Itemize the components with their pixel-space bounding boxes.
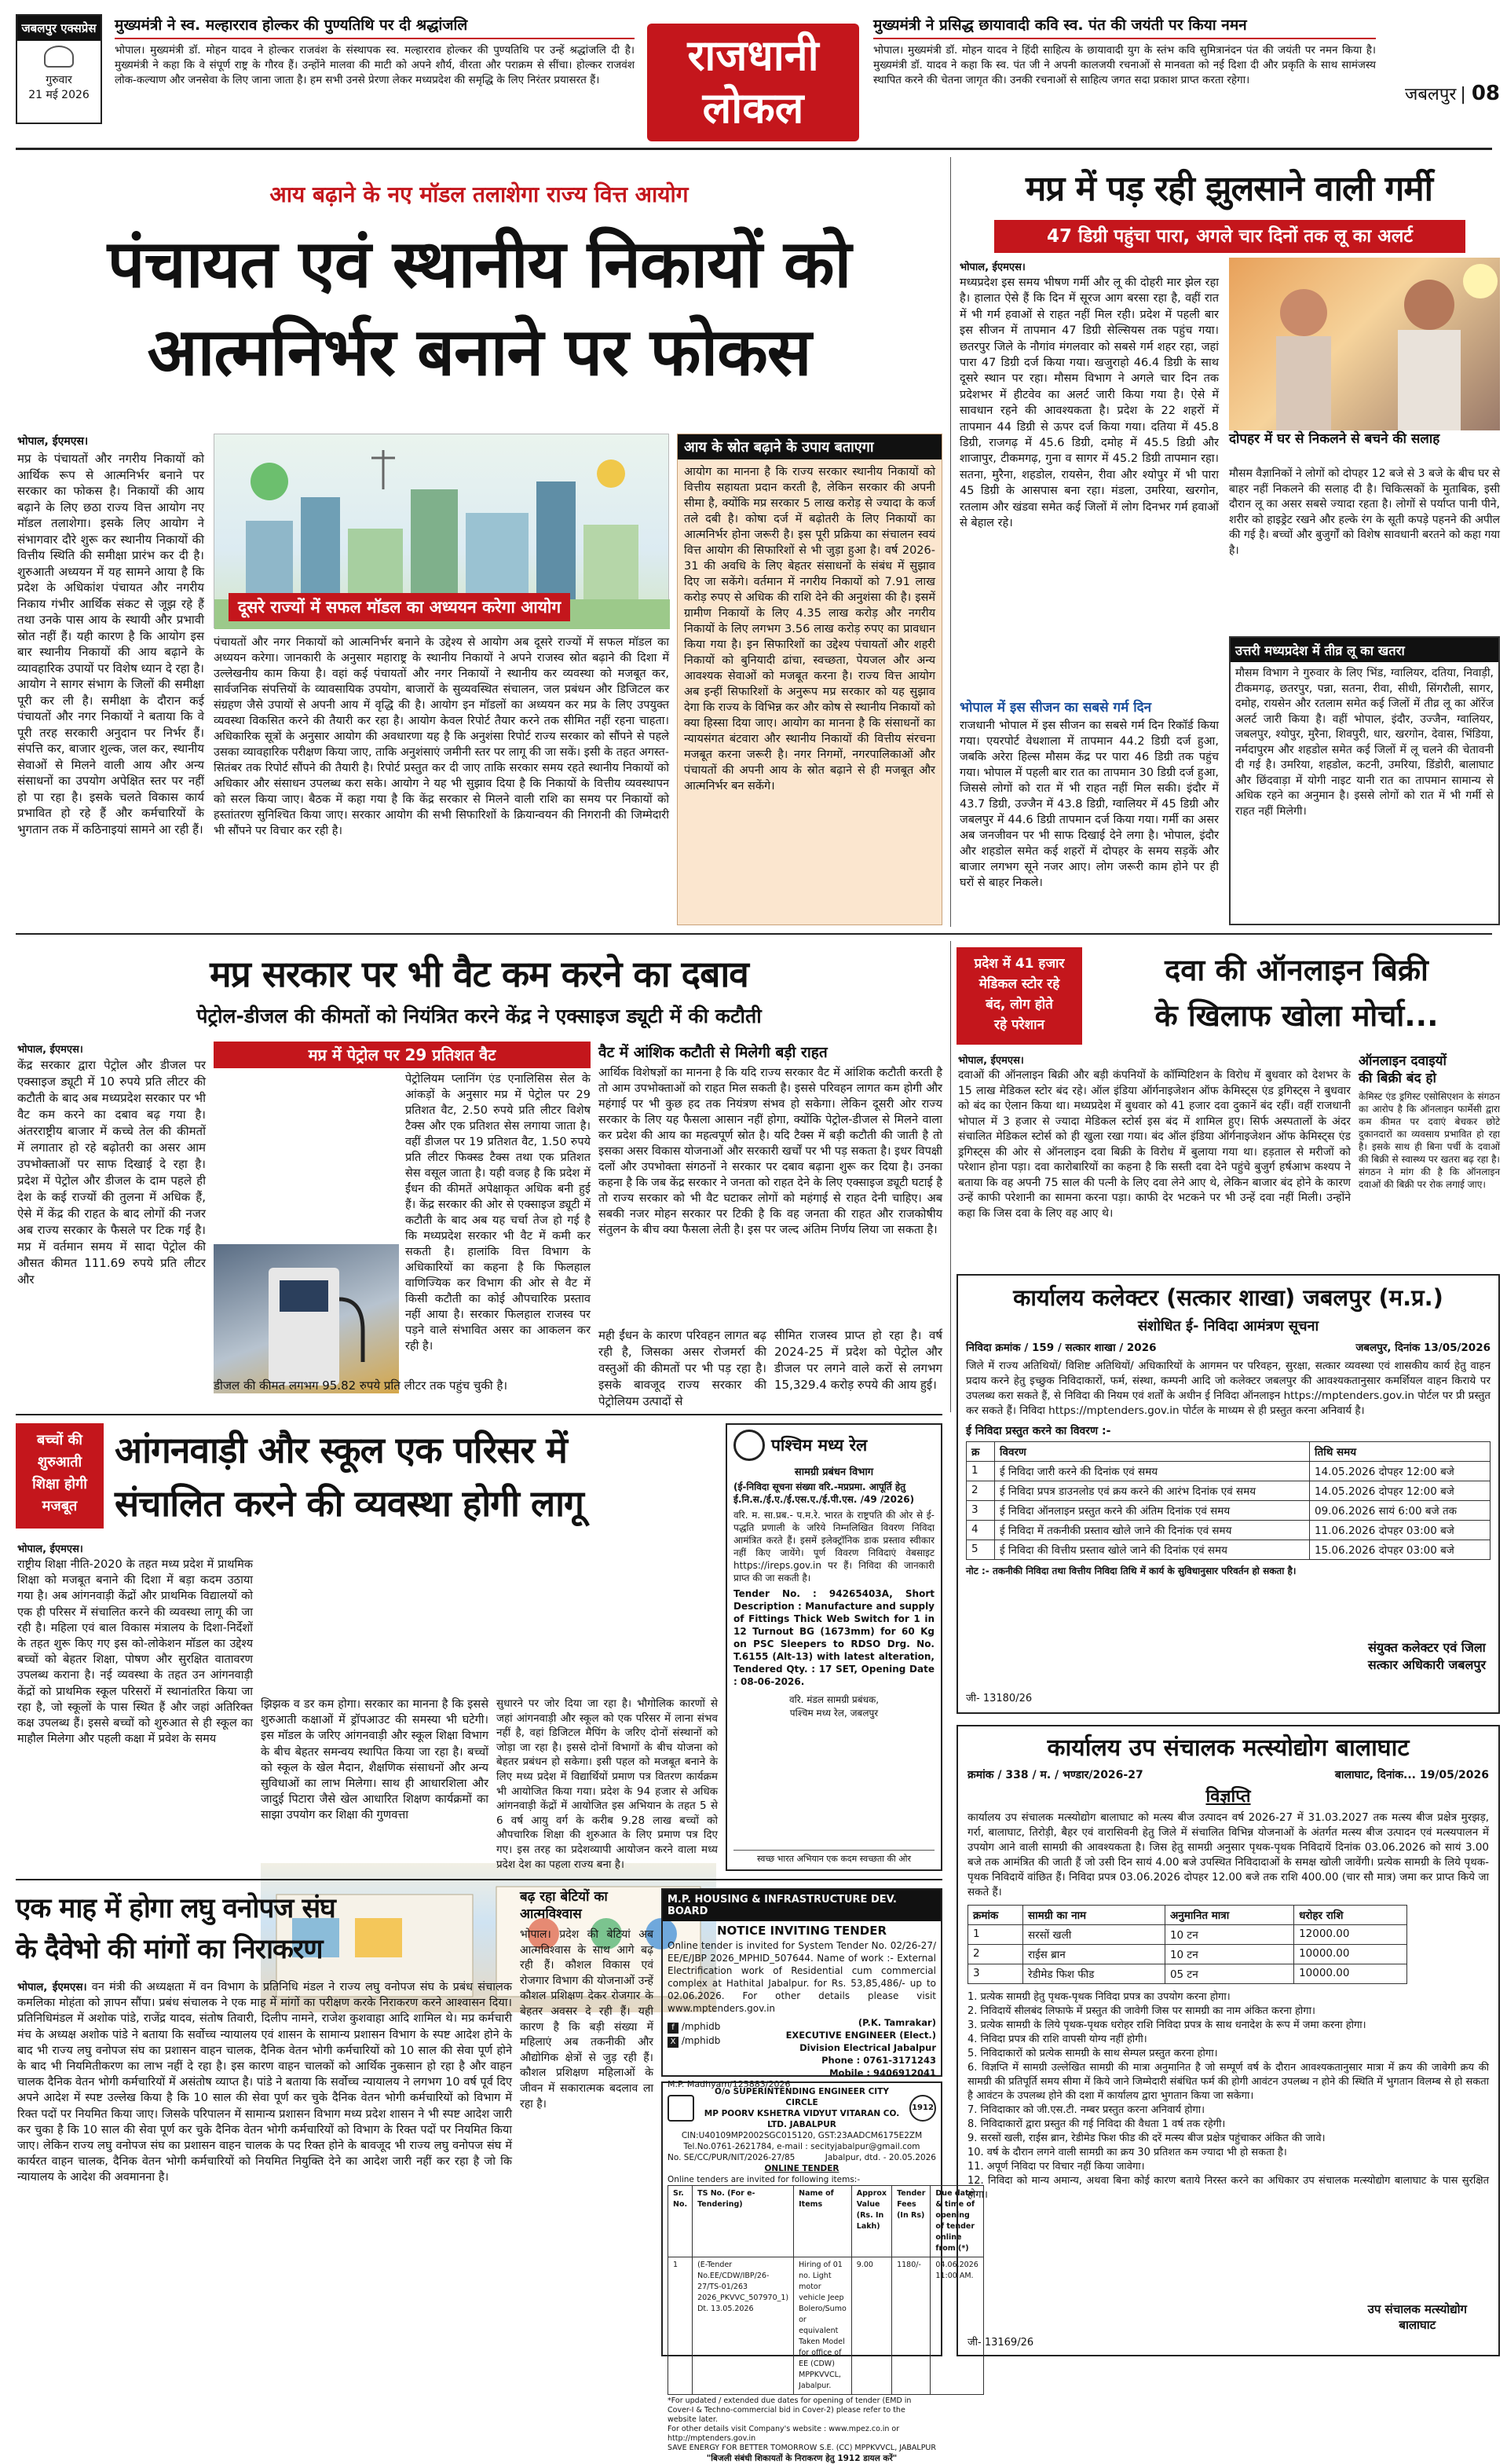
collector-title: कार्यालय कलेक्टर (सत्कार शाखा) जबलपुर (म.प्र.) xyxy=(1013,1284,1443,1311)
condition-item: 2. निविदायें सीलबंद लिफाफे में प्रस्तुत की जावेगी जिस पर सामग्री का नाम अंकित करना होगा। xyxy=(967,2005,1315,2017)
med-headline xyxy=(1093,947,1500,1045)
table-row xyxy=(968,1945,1407,1964)
collector-signatory-1: संयुक्त कलेक्टर एवं जिला xyxy=(1368,1640,1486,1655)
fisheries-table xyxy=(967,1905,1407,1984)
lead-col1: मप्र के पंचायतों और नगरीय निकायों को आर्थिक रूप से आत्मनिर्भर बनाने पर सरकार का फोकस है। निकायों की आय बढ़ाने के लिए छठा राज्य वित्त आयोग नए मॉडल तलाशेगा। इसके लिए आयोग ने संभागवार दौरे शुरू कर स्थानीय निकायों की वित्तीय स्थिति की समीक्षा प्रारंभ कर दी है। शुरुआती अध्ययन में यह सामने आया है कि प्रदेश के अधिकांश पंचायत और नगरीय निकाय गंभीर आर्थिक संकट से जूझ रहे हैं तथा उनके पास आय के स्थायी और प्रभावी स्रोत नहीं हैं। यही कारण है कि आयोग इस बार स्थानीय निकायों की आय बढ़ाने के व्यावहारिक उपायों पर विशेष ध्यान दे रहा है। आयोग ने सागर संभाग के जिलों की समीक्षा पूरी कर ली है। समीक्षा के दौरान कई पंचायतों और नगर निकायों ने बताया कि वे पूरी तरह सरकारी अनुदान पर निर्भर हैं। संपत्ति कर, बाजार शुल्क, जल कर, स्थानीय सेवाओं से मिलने वाली आय और अन्य संसाधनों का उपयोग अपेक्षित स्तर पर नहीं हो पा रहा है। इसके चलते विकास कार्य प्रभावित हो रहे हैं और कर्मचारियों के भुगतान तक में कठिनाइयां सामने आ रही हैं। xyxy=(17,452,204,837)
vat-col1: केंद्र सरकार द्वारा पेट्रोल और डीजल पर एक्साइज ड्यूटी में 10 रुपये प्रति लीटर की कटौती के बाद अब मध्यप्रदेश सरकार पर भी वैट कम करने का दबाव बढ़ गया है। अंतरराष्ट्रीय बाजार में कच्चे तेल की कीमतों में लगातार हो रहे बढ़ोतरी का असर आम उपभोक्ताओं पर साफ दिखाई दे रहा है। प्रदेश में पेट्रोल और डीजल के दाम पहले ही देश के कई राज्यों की तुलना में अधिक हैं, ऐसे में केंद्र की राहत के बाद लोगों की नजर अब राज्य सरकार के फैसले पर टिक गई है। मप्र में वर्तमान समय में सादा पेट्रोल की औसत कीमत 111.69 रुपये प्रति लीटर और xyxy=(17,1058,206,1287)
anganwadi-headline-1: आंगनवाड़ी और स्कूल एक परिसर में xyxy=(115,1429,567,1471)
mpvvcl-logo xyxy=(668,2095,694,2122)
vat-red-label: मप्र में पेट्रोल पर 29 प्रतिशत वैट xyxy=(214,1042,591,1068)
col-header: क्र xyxy=(967,1442,995,1462)
table-cell: 1180/- xyxy=(892,2257,931,2395)
lead-headline-2: आत्मनिर्भर बनाने पर फोकस xyxy=(147,313,811,390)
forest-side-text: भोपाल। प्रदेश की बेटियां अब आत्मविश्वास के साथ आगे बढ़ रही हैं। कौशल विकास एवं रोजगार विभाग की योजनाओं उन्हें कौशल प्रशिक्षण देकर रोजगार के बेहतर अवसर दे रही हैं। यही कारण है कि बड़ी संख्या में महिलाएं अब तकनीकी और औद्योगिक क्षेत्रों से जुड़ रही हैं। कौशल प्रशिक्षण महिलाओं के जीवन में सकारात्मक बदलाव ला रहा है। xyxy=(520,1928,653,2111)
table-cell: 3 xyxy=(967,1501,995,1521)
brief-title: मुख्यमंत्री ने प्रसिद्ध छायावादी कवि स्व. पंत की जयंती पर किया नमन xyxy=(873,14,1376,39)
table-cell: ई निविदा ऑनलाइन प्रस्तुत करने की अंतिम दिनांक एवं समय xyxy=(995,1501,1310,1521)
brief-malhar xyxy=(115,14,635,128)
fisheries-conditions xyxy=(967,1990,1489,2202)
vat-col3b: मही ईंधन के कारण परिवहन लागत बढ़ रही है, जिसका असर रोजमर्रा की वस्तुओं की कीमतों पर भी पड़ रहा है। इसके बावजूद राज्य सरकार की पेट्रोलियम उत्पादों से xyxy=(598,1328,766,1408)
mpvvcl-sign: S.E. (CC) MPPKVVCL, JABALPUR xyxy=(819,2444,936,2452)
forest-dateline: भोपाल, ईएमएस। xyxy=(17,1981,87,1994)
table-cell: 2 xyxy=(968,1945,1023,1964)
collector-date: जबलपुर, दिनांक 13/05/2026 xyxy=(1355,1342,1491,1354)
mpvvcl-footer-1: *For updated / extended due dates for opening of tender (EMD in Cover-I & Techno-commercial bid in Cover-2) please refer to the website later. xyxy=(668,2396,912,2424)
vat-col2: पेट्रोलियम प्लानिंग एंड एनालिसिस सेल के आंकड़ों के अनुसार मप्र में पेट्रोल पर 29 प्रतिशत वैट, 2.50 रुपये प्रति लीटर विशेष टैक्स और एक प्रतिशत सेस लगाया जाता है। वहीं डीजल पर 19 प्रतिशत वैट, 1.50 रुपये प्रति लीटर फिक्स्ड टैक्स तथा एक प्रतिशत सेस वसूल जाता है। यही वजह है कि प्रदेश में ईंधन की कीमतें अपेक्षाकृत अधिक बनी हुई हैं। केंद्र सरकार की ओर से एक्साइज ड्यूटी में कटौती के बाद अब यह चर्चा तेज हो गई है कि मध्यप्रदेश सरकार भी वैट में कमी कर सकती है। हालांकि वित्त विभाग के अधिकारियों का कहना है कि फिलहाल वाणिज्यिक कर विभाग की ओर से वैट में किसी कटौती का कोई औपचारिक प्रस्ताव नहीं आया है। सरकार फिलहाल राजस्व पर पड़ने वाले संभावित असर का आकलन कर रही है। xyxy=(405,1073,591,1353)
collector-body: जिले में राज्य अतिथियों/ विशिष्ट अतिथियों/ अधिकारियों के आगमन पर परिवहन, सुरक्षा, सत्कार व्यवस्था एवं शासकीय कार्य हेतु वाहन प्रदाय करने हेतु इच्छुक निविदाकारों, फर्म, संस्था, कम्पनी आदि जो कलेक्टर जबलपुर की आवश्यकतानुसार कमर्शियल वाहन किराये पर उपलब्ध करा सकते हैं, से निविदा की नियम एवं शर्तों के अधीन ई निविदा ऑनलाइन https://mptenders.gov.in पोर्टल पर प्री प्रस्तुत कर सकते हैं। निविदा https://mptenders.gov.in पोर्टल के माध्यम से ही प्रस्तुत करना अनिवार्य है। xyxy=(966,1360,1491,1417)
mpvvcl-no: No. SE/CC/PUR/NIT/2026-27/85 xyxy=(668,2153,796,2162)
railway-footer: स्वच्छ भारत अभियान एक कदम स्वच्छता की ओर xyxy=(733,1850,935,1865)
table-cell: 1 xyxy=(668,2257,693,2395)
table-row xyxy=(968,1925,1407,1945)
col-header: TS No. (For e-Tendering) xyxy=(693,2186,794,2257)
anganwadi-headline xyxy=(115,1423,711,1535)
collector-table-title: ई निविदा प्रस्तुत करने का विवरण :- xyxy=(966,1425,1111,1437)
table-cell: सरसों खली xyxy=(1023,1925,1165,1945)
col-header: सामग्री का नाम xyxy=(1023,1906,1165,1925)
forest-headline xyxy=(16,1888,534,1975)
med-side-text: केमिस्ट एंड ड्रगिस्ट एसोसिएशन के संगठन का आरोप है कि ऑनलाइन फार्मेसी द्वारा कम कीमत पर दवाएं बेचकर छोटे दुकानदारों का व्यवसाय प्रभावित हो रहा है। इसके साथ ही बिना पर्ची के दवाओं की बिक्री से स्वास्थ्य पर खतरा बढ़ रहा है। संगठन ने मांग की है कि ऑनलाइन दवाओं की बिक्री पर रोक लगाई जाए। xyxy=(1359,1091,1500,1190)
facebook-icon[interactable]: f xyxy=(668,2023,679,2034)
mpvvcl-intro: Online tenders are invited for following items:- xyxy=(668,2175,861,2184)
heat-photo-figures xyxy=(1229,258,1500,430)
collector-table xyxy=(966,1441,1491,1560)
mphidb-title: M.P. HOUSING & INFRASTRUCTURE DEV. BOARD xyxy=(663,1890,941,1921)
mphidb-social-1[interactable]: /mphidb xyxy=(681,2021,721,2032)
mpvvcl-notice xyxy=(661,2081,978,2463)
table-cell: ई निविदा की वित्तीय प्रस्ताव खोले जाने की दिनांक एवं समय xyxy=(995,1540,1310,1560)
folio-page: 08 xyxy=(1471,82,1500,105)
anganwadi-headline-2: संचालित करने की व्यवस्था होगी लागू xyxy=(115,1482,583,1525)
med-headline-1: दवा की ऑनलाइन बिक्री xyxy=(1165,953,1428,987)
mphidb-code: M.P. Madhyam/125883/2026 xyxy=(668,2079,791,2089)
section-rule-1 xyxy=(16,933,1492,935)
fisheries-date: बालाघाट, दिनांक... 19/05/2026 xyxy=(1334,1769,1489,1781)
col-header: क्रमांक xyxy=(968,1906,1023,1925)
mpvvcl-tender-title: ONLINE TENDER xyxy=(764,2164,839,2173)
col-header: Approx Value (Rs. In Lakh) xyxy=(851,2186,891,2257)
railway-title: पश्चिम मध्य रेल xyxy=(771,1436,868,1455)
vat-headline: मप्र सरकार पर भी वैट कम करने का दबाव xyxy=(210,953,748,995)
mphidb-mobile: Mobile : 9406912041 xyxy=(829,2067,936,2078)
fisheries-heading: विज्ञप्ति xyxy=(1205,1787,1251,1807)
railway-notice xyxy=(726,1423,942,1871)
forest-headline-2: के दैवेभो की मांगों का निराकरण xyxy=(16,1934,323,1965)
table-cell: 9.00 xyxy=(851,2257,891,2395)
table-cell: 4 xyxy=(967,1521,995,1540)
table-cell: Hiring of 01 no. Light motor vehicle Jeep Bolero/Sumo or equivalent Taken Model for office of EE (CDW) MPPKVVCL, Jabalpur. xyxy=(794,2257,852,2395)
col-header: Tender Fees (In Rs) xyxy=(892,2186,931,2257)
mpvvcl-cin: CIN:U40109MP2002SGC015120, GST:23AADCM6175E2ZM xyxy=(681,2131,923,2140)
table-row xyxy=(967,1540,1491,1560)
folio-city: जबलपुर xyxy=(1405,85,1457,104)
col-header: तिथि समय xyxy=(1310,1442,1491,1462)
heat-subhead2: भोपाल में इस सीजन का सबसे गर्म दिन xyxy=(960,700,1152,716)
condition-item: 1. प्रत्येक सामग्री हेतु पृथक-पृथक निविदा प्रपत्र का उपयोग करना होगा। xyxy=(967,1991,1231,2003)
collector-ref: निविदा क्रमांक / 159 / सत्कार शाखा / 2026 xyxy=(966,1342,1157,1354)
sidebar-title: आय के स्रोत बढ़ाने के उपाय बताएगा xyxy=(678,434,942,459)
heat-subhead: 47 डिग्री पहुंचा पारा, अगले चार दिनों तक लू का अलर्ट xyxy=(994,220,1465,253)
mpvvcl-footer-3: SAVE ENERGY FOR BETTER TOMORROW xyxy=(668,2444,818,2452)
table-row xyxy=(967,1462,1491,1481)
section-rule-3 xyxy=(16,1879,942,1880)
col-header: Due date & time of opening of tender online from (*) xyxy=(931,2186,983,2257)
med-kicker-2: मेडिकल स्टोर रहे xyxy=(978,976,1060,992)
forest-body xyxy=(17,1979,512,2356)
table-cell: (E-Tender No.EE/CDW/IBP/26-27/TS-01/263 2026_PKVVC_507970_1) Dt. 13.05.2026 xyxy=(693,2257,794,2395)
railway-body-en: Tender No. : 94265403A, Short Description : Manufacture and supply of Fittings Thick Web Switch for 1 in 12 Turnout BG (1673mm) for 60 Kg on PSC Sleepers to RDSO Drg. No. T.6155 (Alt-13) with latest alteration, Tendered Qty. : 17 SET, Opening Date : 08-06-2026. xyxy=(733,1588,935,1687)
condition-item: 7. निविदाकार को जी.एस.टी. नम्बर प्रस्तुत करना अनिवार्य होगा। xyxy=(967,2104,1205,2116)
table-cell: 10000.00 xyxy=(1294,1945,1407,1964)
section-badge xyxy=(647,24,859,141)
forest-body-text: वन मंत्री की अध्यक्षता में वन विभाग के प्रतिनिधि मंडल ने राज्य लघु वनोपज संघ के प्रबंध संचालक कमलिका मोहंता को ज्ञापन सौंपा। प्रबंध संचालक ने एक माह में मांगों का परीक्षण करके निराकरण करने आश्वासन दिया। प्रतिनिधिमंडल में अशोक पांडे, राजेंद्र यादव, संतोष तिवारी, दिलीप नामने, राजेश कुशवाहा आदि शामिल थे। मप्र कर्मचारी मंच के अध्यक्ष अशोक पांडे ने बताया कि सर्वोच्च न्यायालय एवं शासन के सामान्य प्रशासन विभाग के स्पष्ट आदेश होने के बाद भी राज्य लघु वनोपज संघ का प्रशासन वाहन चालक, दैनिक वेतन भोगी कर्मचारियों को 10 साल की सेवा पूर्ण होने के बाद भी नियमितीकरण का लाभ नहीं दे रहा है। इस कारण वाहन चालकों को आर्थिक नुकसान हो रहा है और वाहन चालक दैनिक वेतन भोगी कर्मचारियों में असंतोष व्याप्त है। पांडे ने बताया कि सर्वोच्च न्यायालय ने लगभग 10 वर्ष पूर्व दिए अपने आदेश में स्पष्ट उल्लेख किया है कि 10 साल की सेवा पूर्ण कर चुके दैनिक वेतन भोगी कर्मचारियों को विभाग में रिक्त पदों पर नियमित किया जाए। जिसके परिपालन में सामान्य प्रशासन विभाग मध्य प्रदेश शासन ने भी स्पष्ट आदेश जारी कर चुका है कि 10 साल की सेवा पूर्ण कर चुके दैनिक वेतन भोगी कर्मचारियों को विभाग के रिक्त पदों पर नियमित किया जाए। लेकिन राज्य लघु वनोपज संघ का प्रशासन वाहन चालक के पद रिक्त होने के बावजूद भी राज्य लघु वनोपज संघ में कार्यरत वाहन चालक, दैनिक वेतन भोगी कर्मचारियों को नियमित नियुक्ति देने का आदेश जारी नहीं कर रहा है जो कि न्यायालय के आदेश की अवमानना है। xyxy=(17,1981,512,2184)
railway-sign-1: वरि. मंडल सामग्री प्रबंधक, xyxy=(788,1694,880,1705)
mphidb-phone: Phone : 0761-3171243 xyxy=(821,2055,936,2066)
anganwadi-col1: राष्ट्रीय शिक्षा नीति-2020 के तहत मध्य प्रदेश में प्राथमिक शिक्षा को मजबूत बनाने की दिशा में बड़ा कदम उठाया गया है। अब आंगनवाड़ी केंद्रों और प्राथमिक विद्यालयों को एक ही परिसर में संचालित करने की व्यवस्था लागू की जा रही है। महिला एवं बाल विकास मंत्रालय के दिशा-निर्देशों के तहत शुरू किए गए इस को-लोकेशन मॉडल का उद्देश्य बच्चों को बेहतर शिक्षा, पोषण और सुरक्षित वातावरण उपलब्ध कराना है। नई व्यवस्था के तहत उन आंगनवाड़ी केंद्रों को प्राथमिक स्कूल परिसरों में स्थानांतरित किया जा रहा है, जो स्कूलों के पास स्थित हैं और जहां अतिरिक्त कक्ष उपलब्ध हैं। इससे बच्चों को शुरुआत से ही स्कूल का माहौल मिलेगा और पहली कक्षा में प्रवेश के समय xyxy=(17,1558,253,1746)
heat-body2: राजधानी भोपाल में इस सीजन का सबसे गर्म दिन रिकॉर्ड किया गया। एयरपोर्ट वेधशाला में तापमान 44.2 डिग्री दर्ज हुआ, जबकि अरेरा हिल्स मौसम केंद्र पर पारा 46 डिग्री तक पहुंच गया। भोपाल में पहली बार रात का तापमान 30 डिग्री दर्ज हुआ, जिससे लोगों को रात में भी राहत नहीं मिल सकी। इंदौर में 43.7 डिग्री, उज्जैन में 43.8 डिग्री, ग्वालियर में 45 डिग्री और जबलपुर में 44.6 डिग्री तापमान दर्ज किया गया। गर्मी का असर अब जनजीवन पर भी साफ दिखाई देने लगा है। भोपाल, इंदौर और शहडोल समेत कई शहरों में दोपहर के समय सड़कें और बाजार लगभग सूने नजर आए। लोग जरूरी काम होने पर ही घरों से बाहर निकले। xyxy=(960,719,1219,889)
masthead-rule xyxy=(16,148,1492,150)
med-side xyxy=(1359,1053,1500,1266)
table-cell: 14.05.2026 दोपहर 12:00 बजे xyxy=(1310,1462,1491,1481)
section-line1: राजधानी xyxy=(687,31,819,80)
col-header: Sr. No. xyxy=(668,2186,693,2257)
railway-sign-2: पश्चिम मध्य रेल, जबलपुर xyxy=(789,1708,879,1719)
tag-line-1: बच्चों की xyxy=(37,1432,82,1448)
heat-body: मध्यप्रदेश इस समय भीषण गर्मी और लू की दोहरी मार झेल रहा है। हालात ऐसे हैं कि दिन में सूरज आग बरसा रहा है, वहीं रात में भी गर्म हवाओं से राहत नहीं मिल रही। प्रदेश में पहली बार इस सीजन में तापमान 47 डिग्री सेल्सियस तक पहुंच गया। छतरपुर जिले के नौगांव मंगलवार को सबसे गर्म शहर रहा, जहां पारा 47 डिग्री दर्ज किया गया। खजुराहो 46.4 डिग्री के साथ दूसरे स्थान पर रहा। मौसम विभाग ने अगले चार दिन तक प्रदेशभर में हीटवेव का अलर्ट जारी किया गया है। ऐसे में सावधान रहने की आवश्यकता है। प्रदेश के 22 शहरों में तापमान 44 डिग्री से ऊपर दर्ज किया गया। दतिया में 45.8 डिग्री, राजगढ़ में 45.6 डिग्री, दमोह में 45.5 डिग्री और शाजापुर, टीकमगढ़, गुना व सागर में 45.2 डिग्री तापमान रहा। सतना, मुरैना, शहडोल, रायसेन, रीवा और श्योपुर में भी पारा 45 डिग्री के आसपास बना रहा। मंडला, उमरिया, खरगोन, रतलाम और खंडवा समेत कई जिलों में लोग दिनभर गर्म हवाओं से बेहाल रहे। xyxy=(960,276,1219,530)
railway-body-hi: वरि. म. सा.प्रब.- प.म.रे. भारत के राष्ट्रपति की ओर से ई- पद्धति प्रणाली के जरिये निम्नलिखित विवरण निविदा आमंत्रित करते हैं। इसमें इलेक्ट्रॉनिक डाक प्रस्ताव स्वीकार नहीं किए जायेंगे। पूर्ण विवरण निविदाएं वेबसाइट https://ireps.gov.in पर हैं। निविदा की जानकारी प्राप्त की जा सकती है। xyxy=(733,1510,935,1583)
med-kicker xyxy=(957,947,1082,1045)
table-cell: 10 टन xyxy=(1165,1925,1293,1945)
heat-dateline: भोपाल, ईएमएस। xyxy=(960,262,1026,273)
mphidb-body: Online tender is invited for System Tender No. 02/26-27/ EE/E/JBP 2026_MPHID_507644. Name of work :- External Electrification work of Residential cum commercial complex at Hathital Jabalpur. for Rs. 53,85,486/- up to 02.06.2026. For other details please visit www.mptenders.gov.in xyxy=(668,1940,936,2014)
condition-item: 12. निविदा को मान्य अमान्य, अथवा बिना कोई कारण बताये निरस्त करने का अधिकार उप संचालक मत्स्योद्योग बालाघाट के पास सुरक्षित होगा। xyxy=(967,2175,1489,2201)
fisheries-signatory-1: उप संचालक मत्स्योद्योग xyxy=(1367,2302,1467,2316)
collector-code: जी- 13180/26 xyxy=(966,1693,1033,1704)
brief-pant xyxy=(873,14,1376,108)
table-cell: ई निविदा प्रपत्र डाउनलोड एवं क्रय करने की आरंभ दिनांक एवं समय xyxy=(995,1481,1310,1501)
table-cell: ई निविदा में तकनीकी प्रस्ताव खोले जाने की दिनांक एवं समय xyxy=(995,1521,1310,1540)
page-folio: जबलपुर | 08 xyxy=(1405,82,1500,105)
table-row xyxy=(967,1481,1491,1501)
table-cell: 12000.00 xyxy=(1294,1925,1407,1945)
paper-logo xyxy=(44,46,74,68)
mpvvcl-1912-badge: 1912 xyxy=(909,2095,936,2122)
lead-dateline: भोपाल, ईएमएस। xyxy=(17,435,89,448)
heat-photo-text: मौसम वैज्ञानिकों ने लोगों को दोपहर 12 बजे से 3 बजे के बीच घर से बाहर नहीं निकलने की सलाह दी है। चिकित्सकों के मुताबिक, इसी दौरान लू का असर सबसे ज्यादा रहता है। लोगों से पर्याप्त पानी पीने, शरीर को हाइड्रेट रखने और हल्के रंग के सूती कपड़े पहनने की अपील की गई है। बच्चों और बुजुर्गों को विशेष सावधानी बरतने को कहा गया है। xyxy=(1229,467,1500,557)
vat-col3: आर्थिक विशेषज्ञों का मानना है कि यदि राज्य सरकार वैट में आंशिक कटौती करती है तो आम उपभोक्ताओं को राहत मिल सकती है। इससे परिवहन लागत कम होगी और महंगाई पर भी कुछ हद तक नियंत्रण संभव हो सकेगा। लेकिन दूसरी ओर राज्य सरकार के लिए यह फैसला आसान नहीं होगा, क्योंकि पेट्रोल-डीजल से मिलने वाला कर प्रदेश की आय का महत्वपूर्ण स्रोत है। यदि टैक्स में बड़ी कटौती की जाती है तो इसका असर विकास योजनाओं और सरकारी खर्चों पर भी पड़ सकता है। इधर विपक्षी दलों और उपभोक्ता संगठनों ने सरकार पर दबाव बढ़ाना शुरू कर दिया है। उनका कहना है कि जब केंद्र सरकार ने जनता को राहत देने के लिए एक्साइज ड्यूटी घटाई है तो राज्य सरकार को भी वैट घटाकर लोगों को महंगाई से राहत देनी चाहिए। अब सबकी नजर मोहन सरकार पर टिकी है कि वह जनता की राहत और राजकोषीय संतुलन के बीच क्या फैसला लेती है। इस पर जल्द अंतिम निर्णय लिया जा सकता है। xyxy=(598,1067,942,1236)
infographic-caption: दूसरे राज्यों में सफल मॉडल का अध्ययन करेगा आयोग xyxy=(229,593,570,621)
paper-name: जबलपुर एक्सप्रेस xyxy=(17,16,101,41)
mphidb-notice-title: NOTICE INVITING TENDER xyxy=(716,1924,887,1938)
mphidb-notice xyxy=(661,1888,942,2089)
forest-side xyxy=(520,1888,653,2356)
anganwadi-dateline: भोपाल, ईएमएस। xyxy=(17,1543,83,1555)
mpvvcl-date: Jabalpur, dtd. - 20.05.2026 xyxy=(825,2153,936,2162)
lead-sidebar xyxy=(677,434,942,925)
vat-dateline: भोपाल, ईएमएस। xyxy=(17,1044,83,1056)
collector-signatory-2: सत्कार अधिकारी जबलपुर xyxy=(1367,1657,1486,1672)
mphidb-signatory-1: EXECUTIVE ENGINEER (Elect.) xyxy=(785,2030,936,2041)
lead-kicker: आय बढ़ाने के नए मॉडल तलाशेगा राज्य वित्त आयोग xyxy=(269,181,689,207)
lead-right-divider xyxy=(950,157,951,927)
mphidb-signatory-name: (P.K. Tamrakar) xyxy=(858,2017,936,2028)
forest-side-title-2: आत्मविश्वास xyxy=(520,1906,582,1922)
heat-photo-caption: दोपहर में घर से निकलने से बचने की सलाह xyxy=(1229,431,1440,447)
med-kicker-1: प्रदेश में 41 हजार xyxy=(974,956,1065,972)
mpvvcl-table xyxy=(668,2185,984,2395)
vat-subhead: पेट्रोल-डीजल की कीमतों को नियंत्रित करने केंद्र ने एक्साइज ड्यूटी में की कटौती xyxy=(196,1005,762,1027)
section-rule-2 xyxy=(16,1414,942,1415)
vat-col2-end: डीजल की कीमत लगभग 95.82 रुपये प्रति लीटर तक पहुंच चुकी है। xyxy=(214,1378,508,1393)
col-header: विवरण xyxy=(995,1442,1310,1462)
condition-item: 3. प्रत्येक सामग्री के लिये पृथक-पृथक धरोहर राशि निविदा प्रपत्र के साथ धनादेश के रूप में जमा करना होगा। xyxy=(967,2019,1366,2031)
table-cell: 14.05.2026 दोपहर 12:00 बजे xyxy=(1310,1481,1491,1501)
brief-body: भोपाल। मुख्यमंत्री डॉ. मोहन यादव ने हिंदी साहित्य के छायावादी युग के स्तंभ कवि सुमित्रानंदन पंत की जयंती पर नमन किया है। मुख्यमंत्री डॉ. यादव ने कहा कि स्व. पंत जी ने अपनी कालजयी रचनाओं से मानवता को नई दिशा दी और प्रकृति के साथ सामंजस्य स्थापित करने की चेतना जागृत की। उनकी रचनाओं से साहित्य जगत सदा प्रकाश प्राप्त करता रहेगा। xyxy=(873,44,1376,86)
med-kicker-4: रहे परेशान xyxy=(994,1017,1044,1033)
section-line2: लोकल xyxy=(702,83,804,133)
collector-note: नोट :- तकनीकी निविदा तथा वित्तीय निविदा तिथि में कार्य के सुविधानुसार परिवर्तन हो सकता है। xyxy=(966,1565,1297,1576)
table-cell: रेडीमेड फिश फीड xyxy=(1023,1964,1165,1984)
mpvvcl-footer-4: "बिजली संबंधी शिकायतों के निराकरण हेतु 1912 डायल करें" xyxy=(706,2454,898,2463)
condition-item: 8. निविदाकारों द्वारा प्रस्तुत की गई निविदा की वैधता 1 वर्ष तक रहेगी। xyxy=(967,2118,1226,2130)
table-cell: 04.06.2026 11:00 AM. xyxy=(931,2257,983,2395)
masthead-paper-box xyxy=(16,14,102,124)
heat-box-text: मौसम विभाग ने गुरुवार के लिए भिंड, ग्वालियर, दतिया, निवाड़ी, टीकमगढ़, छतरपुर, पन्ना, सतना, रीवा, सीधी, सिंगरौली, सागर, दमोह, रायसेन और रतलाम समेत कई जिलों में तीव्र लू का ऑरेंज अलर्ट जारी किया है। वहीं भोपाल, इंदौर, उज्जैन, ग्वालियर, जबलपुर, श्योपुर, मुरैना, शिवपुरी, धार, खरगोन, देवास, भिंडिया, नर्मदापुरम और शहडोल समेत कई जिलों में लू चलने की चेतावनी दी गई है। उमरिया, शहडोल, कटनी, उमरिया, डिंडोरी, बालाघाट और छिंदवाड़ा में योगी नाइट यानी रात का तापमान सामान्य से अधिक रहने का अनुमान है। इससे लोगों को रात में भी गर्मी से राहत नहीं मिलेगी। xyxy=(1235,667,1494,818)
tag-line-3: शिक्षा होगी xyxy=(32,1476,87,1492)
collector-subtitle: संशोधित ई- निविदा आमंत्रण सूचना xyxy=(1137,1318,1319,1335)
table-row xyxy=(668,2257,984,2395)
med-headline-2: के खिलाफ खोला मोर्चा... xyxy=(1154,998,1439,1033)
table-row xyxy=(967,1521,1491,1540)
railway-logo xyxy=(733,1430,765,1461)
heat-box xyxy=(1229,636,1500,925)
table-cell: 05 टन xyxy=(1165,1964,1293,1984)
anganwadi-col2: झिझक व डर कम होगा। सरकार का मानना है कि इससे शुरुआती कक्षाओं में ड्रॉपआउट की समस्या भी घटेगी। इस मॉडल के जरिए आंगनवाड़ी और स्कूल शिक्षा विभाग के बीच बेहतर समन्वय स्थापित किया जा रहा है। बच्चों को स्कूल के खेल मैदान, शैक्षणिक संसाधनों और अन्य सुविधाओं का लाभ मिलेगा। साथ ही आधारशिला और जादुई पिटारा जैसे खेल आधारित शिक्षण कार्यक्रमों का साझा उपयोग कर शिक्षा की गुणवत्ता xyxy=(261,1698,488,1822)
mpvvcl-title-2: MP POORV KSHETRA VIDYUT VITARAN CO. LTD. JABALPUR xyxy=(704,2109,900,2129)
lead-kicker-box xyxy=(16,157,942,424)
med-side-title-1: ऑनलाइन दवाइयों xyxy=(1359,1053,1447,1069)
col-header: Name of Items xyxy=(794,2186,852,2257)
lead-headline-1: पंचायत एवं स्थानीय निकायों को xyxy=(107,225,851,302)
med-body: दवाओं की ऑनलाइन बिक्री और बड़ी कंपनियों के कॉम्पिटिशन के विरोध में बुधवार को देशभर के 15 लाख मेडिकल स्टोर बंद रहे। ऑल इंडिया ऑर्गनाइजेशन ऑफ केमिस्ट्स एंड ड्रगिस्ट्स ने बुधवार को बंद का ऐलान किया था। मध्यप्रदेश में बुधवार को 41 हजार दवा दुकानें बंद रहीं। वहीं राजधानी भोपाल में 3 हजार से ज्यादा मेडिकल स्टोर्स इस बंद में शामिल हुए। सिर्फ अस्पतालों के अंदर संचालित मेडिकल स्टोर्स को ही खुला रखा गया। बंद ऑल इंडिया ऑर्गनाइजेशन ऑफ केमिस्ट्स एंड ड्रगिस्ट्स की ओर से ऑनलाइन दवा बिक्री के विरोध में बुलाया गया था। हड़ताल से मरीजों को परेशान होना पड़ा। दवा कारोबारियों का कहना है कि सस्ती दवा देने पहुंचे बुजुर्ग हर्षआभ कश्यप ने बताया कि वह अपनी 75 साल की पत्नी के लिए दवा लेने आए थे, लेकिन बाजार बंद होने के कारण उन्हें काफी परेशानी का सामना करना पड़ा। काफी देर भटकने पर भी उन्हें दवा नहीं मिली। उन्होंने कहा कि जिस दवा के लिए वह आए थे। xyxy=(958,1069,1351,1220)
tag-line-4: मजबूत xyxy=(42,1498,78,1514)
condition-item: 11. अपूर्ण निविदा पर विचार नहीं किया जावेगा। xyxy=(967,2161,1145,2173)
table-row xyxy=(968,1964,1407,1984)
table-cell: 2 xyxy=(967,1481,995,1501)
condition-item: 9. सरसों खली, राईस ब्रान, रेडीमेड फिश फीड की दरें मत्स्य बीज प्रक्षेत्र पहुंचाकर अंकित की जावे। xyxy=(967,2133,1326,2144)
lead-col2: पंचायतों और नगर निकायों को आत्मनिर्भर बनाने के उद्देश्य से आयोग अब दूसरे राज्यों में सफल मॉडल का अध्ययन करेगा। जानकारी के अनुसार महाराष्ट्र के स्थानीय निकायों ने अपने राजस्व स्रोत बढ़ाने की दिशा में उल्लेखनीय काम किया है। वहां कई पंचायतों और नगर निकायों ने स्थानीय कर व्यवस्था को मजबूत कर, सार्वजनिक संपत्तियों के व्यावसायिक उपयोग, बाजारों के सुव्यवस्थित संचालन, जल प्रबंधन और डिजिटल कर संग्रहण जैसे उपायों से अपनी आय में वृद्धि की है। आयोग इन मॉडलों का अध्ययन कर मप्र के लिए उपयुक्त व्यवस्था विकसित करने की तैयारी कर रहा है। आयोग केवल रिपोर्ट तैयार करने तक सीमित नहीं रहना चाहता। अधिकारिक सूत्रों के अनुसार आयोग की अवधारणा यह है कि अनुशंसा रिपोर्ट राज्य सरकार को सौंपने से पहले उसका व्यावहारिक परीक्षण किया जाए, ताकि अनुशंसाएं जमीनी स्तर पर लागू की जा सकें। इसी के तहत अगस्त-सितंबर तक रिपोर्ट सौंपने की तैयारी है। रिपोर्ट प्रस्तुत कर दी जाए ताकि सरकार समय रहते स्थानीय निकायों को अधिकार और संसाधन उपलब्ध करा सके। आयोग ने यह भी सुझाव दिया है कि निकायों के वित्तीय व्यवस्थापन को सरल किया जाए। बैठक में कहा गया है कि केंद्र सरकार से मिलने वाली राशि का समय पर निकायों को हस्तांतरण सुनिश्चित किया जाए। सरकार आयोग की सभी सिफारिशों के क्रियान्वयन की निगरानी की जिम्मेदारी भी सौंपने पर विचार कर रही है। xyxy=(214,636,669,837)
fisheries-ref: क्रमांक / 338 / म. / भण्डार/2026-27 xyxy=(967,1769,1143,1781)
sidebar-text: आयोग का मानना है कि राज्य सरकार स्थानीय निकायों को वित्तीय सहायता प्रदान करती है, लेकिन सरकार की अपनी सीमा है, क्योंकि मप्र सरकार 5 लाख करोड़ से ज्यादा के कर्ज तले दबी है। कोषा दर्ज में बढ़ोतरी के लिए निकायों का आत्मनिर्भर होना जरूरी है। इस पूरी प्रक्रिया का संचालन स्वयं वित्त आयोग की सिफारिशों से भी जुड़ा हुआ है। वर्ष 2026-31 की अवधि के लिए बेहतर संसाधनों के संबंध में सुझाव दिए जा सकेंगे। वर्तमान में नगरीय निकायों को 7.91 लाख करोड़ रुपए से अधिक की राशि देने की अनुशंसा की है। इसमें ग्रामीण निकायों के लिए 4.35 लाख करोड़ और नगरीय निकायों के लिए लगभग 3.56 लाख करोड़ रुपए का प्रावधान किया गया है। इन सिफारिशों का उद्देश्य पंचायतों और शहरी निकायों को बुनियादी ढांचा, स्वच्छता, पेयजल और अन्य आवश्यक सेवाओं को मजबूत करना है। राज्य वित्त आयोग अब इन्हीं सिफारिशों के अनुरूप मप्र सरकार को यह सुझाव देगा कि राज्य के विभिन्न कर और कोष से स्थानीय निकायों को क्या हिस्सा दिया जाए। आयोग का मानना है कि संसाधनों का न्यायसंगत बंटवारा और स्थानीय निकायों की वित्तीय संरचना मजबूत करना जरूरी है। नगर निगमों, नगरपालिकाओं और पंचायतों की अपनी आय के स्रोत बढ़ाने से ही मजबूत और आत्मनिर्भर बन सकेंगे। xyxy=(684,466,936,793)
mpvvcl-contact: Tel.No.0761-2621784, e-mail : secityjabalpur@gmail.com xyxy=(683,2142,920,2151)
brief-title: मुख्यमंत्री ने स्व. मल्हारराव होल्कर की पुण्यतिथि पर दी श्रद्धांजलि xyxy=(115,14,635,39)
med-side-title-2: की बिक्री बंद हो xyxy=(1359,1071,1436,1086)
col-header: अनुमानित मात्रा xyxy=(1165,1906,1293,1925)
table-cell: 11.06.2026 दोपहर 03:00 बजे xyxy=(1310,1521,1491,1540)
table-cell: 1 xyxy=(968,1925,1023,1945)
table-row xyxy=(967,1501,1491,1521)
condition-item: 5. निविदाकारों को प्रत्येक सामग्री के साथ सेम्पल प्रस्तुत करना होगा। xyxy=(967,2048,1218,2059)
mphidb-signatory-2: Division Electrical Jabalpur xyxy=(799,2042,936,2053)
brief-body: भोपाल। मुख्यमंत्री डॉ. मोहन यादव ने होल्कर राजवंश के संस्थापक स्व. मल्हारराव होल्कर की पुण्यतिथि पर उन्हें श्रद्धांजलि दी है। मुख्यमंत्री ने कहा कि वे संपूर्ण राष्ट्र के गौरव हैं। उन्होंने मालवा की माटी को अपने शौर्य, वीरता और पराक्रम से सींचा। होल्कर राजवंश लोक-कल्याण और जनसेवा के लिए जाना जाता है। हम सभी उनसे प्रेरणा लेकर मध्यप्रदेश की समृद्धि के लिए निरंतर प्रयासरत हैं। xyxy=(115,44,635,86)
table-cell: 10 टन xyxy=(1165,1945,1293,1964)
table-cell: ई निविदा जारी करने की दिनांक एवं समय xyxy=(995,1462,1310,1481)
vat-col3c: सीमित राजस्व प्राप्त हो रहा है। वर्ष 2024-25 में प्रदेश को पेट्रोल और डीजल पर लगने वाले करों से लगभग 15,329.4 करोड़ रुपये की आय हुई। xyxy=(774,1328,942,1392)
forest-side-title-1: बढ़ रहा बेटियों का xyxy=(520,1889,608,1905)
condition-item: 10. वर्ष के दौरान लगने वाली सामग्री का क्रय 30 प्रतिशत कम ज्यादा भी हो सकता है। xyxy=(967,2147,1287,2158)
collector-notice xyxy=(957,1274,1500,1714)
table-cell: 09.06.2026 सायं 6:00 बजे तक xyxy=(1310,1501,1491,1521)
anganwadi-col3-visible: सुधारने पर जोर दिया जा रहा है। भौगोलिक कारणों से जहां आंगनवाड़ी और स्कूल को एक परिसर में लाना संभव नहीं है, वहां डिजिटल मैपिंग के जरिए दोनों संस्थानों को जोड़ा जा रहा है। इससे दोनों विभागों के बीच योजना को बेहतर प्रबंधन हो सकेगा। इसी पहल को मजबूत बनाने के लिए मध्य प्रदेश में विद्यार्थियों प्रमाण पत्र वितरण कार्यक्रम भी आयोजित किया गया। प्रदेश के 94 हजार से अधिक आंगनवाड़ी केंद्रों में आयोजित इस अभियान के तहत 5 से 6 वर्ष आयु वर्ग के करीब 9.28 लाख बच्चों को औपचारिक शिक्षा की शुरुआत के लिए प्रमाण पत्र दिए गए। इस तरह का प्रदेशव्यापी आयोजन करने वाला मध्य प्रदेश देश का पहला राज्य बना है। xyxy=(496,1697,718,1871)
table-cell: 3 xyxy=(968,1964,1023,1984)
heat-photo xyxy=(1229,258,1500,430)
lead-infographic xyxy=(214,434,669,628)
fisheries-code: जी- 13169/26 xyxy=(967,2337,1034,2349)
anganwadi-tag xyxy=(16,1423,104,1529)
fisheries-signatory-2: बालाघाट xyxy=(1399,2318,1436,2332)
table-cell: 10000.00 xyxy=(1294,1964,1407,1984)
mpvvcl-title-1: O/o SUPERINTENDING ENGINEER CITY CIRCLE xyxy=(715,2087,889,2107)
fisheries-notice xyxy=(957,1725,1500,2356)
vat-right-divider xyxy=(950,941,951,1412)
fisheries-title: कार्यालय उप संचालक मत्स्योद्योग बालाघाट xyxy=(1047,1734,1410,1762)
mphidb-social-2[interactable]: /mphidb xyxy=(681,2035,721,2046)
masthead-day: गुरुवार xyxy=(46,74,72,86)
mpvvcl-footer-2: For other details visit Company's website : www.mpez.co.in or http://mptenders.gov.in xyxy=(668,2425,900,2443)
masthead-date: 21 मई 2026 xyxy=(28,89,90,101)
vat-col3-title: वैट में आंशिक कटौती से मिलेगी बड़ी राहत xyxy=(598,1044,828,1061)
table-cell: 5 xyxy=(967,1540,995,1560)
heat-headline: मप्र में पड़ रही झुलसाने वाली गर्मी xyxy=(1025,169,1433,209)
table-cell: राईस ब्रान xyxy=(1023,1945,1165,1964)
table-cell: 15.06.2026 दोपहर 03:00 बजे xyxy=(1310,1540,1491,1560)
fisheries-body: कार्यालय उप संचालक मत्स्योद्योग बालाघाट को मत्स्य बीज उत्पादन वर्ष 2026-27 में 31.03.2027 तक मत्स्य बीज प्रक्षेत्र मुरझड़, गर्रा, बालाघाट, तिरोड़ी, बैहर एवं वारासिवनी हेतु जिले में संचालित विभिन्न योजनाओं के अंतर्गत मत्स्य बीज उत्पादन एवं मत्स्यपालन में उपयोग आने वाली सामग्री की आवश्यकता है। जिस हेतु सामग्री अनुसार पृथक-पृथक निविदायें दिनांक 03.06.2026 को सायं 3.00 बजे तक आमंत्रित की जाती हैं जो उसी दिन सायं 4.00 बजे उपस्थित निविदादाओं के समक्ष खोली जावेंगी। प्रत्येक सामग्री के लिये पृथक-पृथक निविदायें वांछित हैं। निविदा प्रपत्र 03.06.2026 दोपहर 12.00 बजे तक राशि 400.00 (चार सौ मात्र) जमा कर प्राप्त किये जा सकते हैं। xyxy=(967,1811,1489,1898)
heat-box-title: उत्तरी मध्यप्रदेश में तीव्र लू का खतरा xyxy=(1231,638,1498,662)
tag-line-2: शुरुआती xyxy=(37,1454,82,1470)
forest-headline-1: एक माह में होगा लघु वनोपज संघ xyxy=(16,1893,335,1924)
med-kicker-3: बंद, लोग होते xyxy=(986,997,1053,1012)
condition-item: 4. निविदा प्रपत्र की राशि वापसी योग्य नहीं होगी। xyxy=(967,2034,1147,2045)
railway-subtitle: सामग्री प्रबंधन विभाग xyxy=(794,1466,874,1478)
x-icon[interactable]: X xyxy=(668,2037,679,2048)
col-header: धरोहर राशि xyxy=(1294,1906,1407,1925)
med-dateline: भोपाल, ईएमएस। xyxy=(958,1055,1024,1067)
railway-ref: (ई-निविदा सूचना संख्या वरि.-मप्रप्रमा. आपूर्ति हेतु ई.नि.स./ई.ए./ई.एस.ए./ई.पी.एस. /49 /2026) xyxy=(733,1481,915,1505)
condition-item: 6. विज्ञप्ति में सामग्री उल्लेखित सामग्री की मात्रा अनुमानित है जो सम्पूर्ण वर्ष के दौरान आवश्यकतानुसार मात्रा में क्रय की जावेगी क्रय की सामग्री की प्रतिपूर्ति समय सीमा में किये जाने जिम्मेदारी संबंधित फर्म की होगी आवंटन उपलब्ध न होने की स्थिति में भुगतान विलम्ब से हो सकता है आवंटन के उपलब्ध होने की दशा में कार्यालय द्वारा भुगतान किया जा सकेगा। xyxy=(967,2062,1489,2102)
table-cell: 1 xyxy=(967,1462,995,1481)
